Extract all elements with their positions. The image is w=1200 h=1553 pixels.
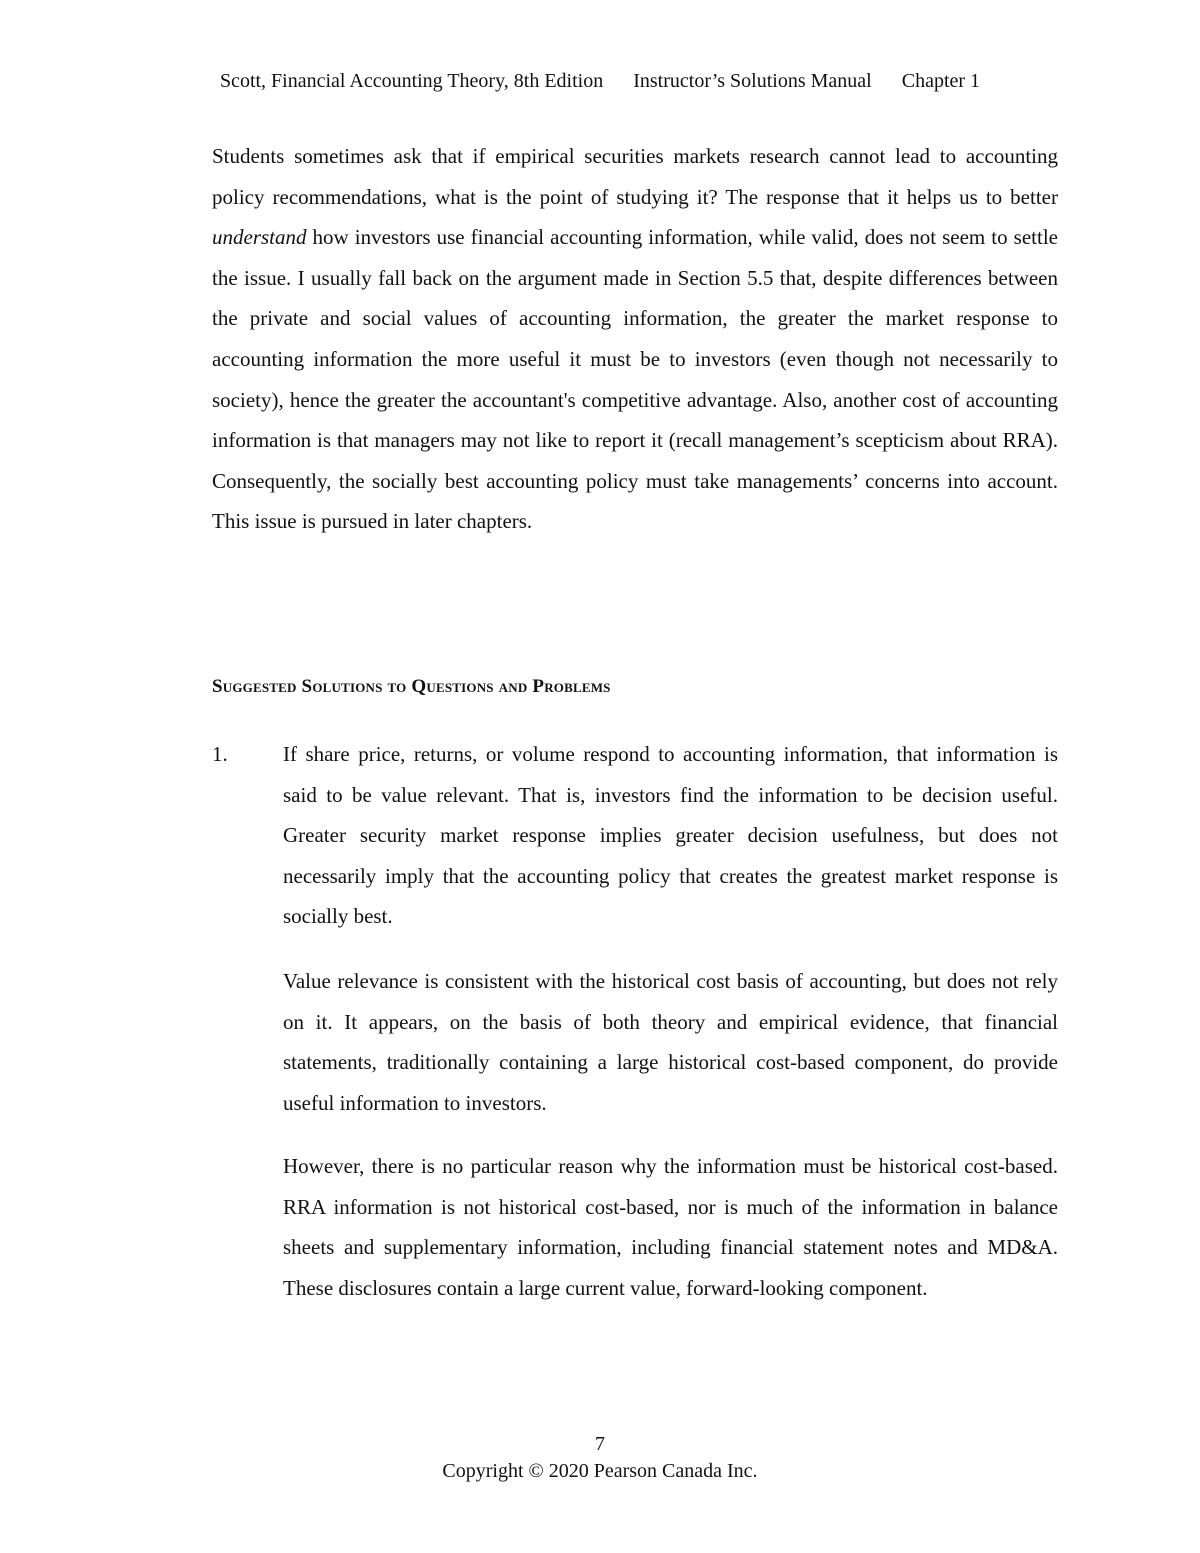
header-manual-title: Instructor’s Solutions Manual bbox=[633, 70, 872, 92]
answer-paragraph-2: Value relevance is consistent with the historical cost basis of accounting, but does not rely on it. It appears, on the basis of both theory and empirical evidence, that financial statements, traditionally containing a large historical cost-based component, do provide useful information to investors. bbox=[283, 969, 1058, 1115]
intro-paragraph bbox=[212, 136, 1058, 542]
intro-emphasis: understand bbox=[212, 225, 307, 250]
answer-paragraph-3: However, there is no particular reason why the information must be historical cost-based. RRA information is not historical cost-based, nor is much of the information in balance sheets and supplementary information, including financial statement notes and MD&A. These disclosures contain a large current value, forward-looking component. bbox=[283, 1154, 1058, 1300]
intro-text-start: Students sometimes ask that if empirical securities markets research cannot lead to accounting policy recommendations, what is the point of studying it? The response that it helps us to better bbox=[212, 144, 1058, 209]
header-book-title: Scott, Financial Accounting Theory, 8th Edition bbox=[219, 70, 604, 92]
header-chapter: Chapter 1 bbox=[901, 70, 981, 92]
section-heading: Suggested Solutions to Questions and Problems bbox=[212, 676, 611, 697]
intro-text-end: how investors use financial accounting information, while valid, does not seem to settle the issue. I usually fall back on the argument made in Section 5.5 that, despite differences between the private and social values of accounting information, the greater the market response to accounting information the more useful it must be to investors (even though not necessarily to society), hence the greater the accountant's competitive advantage. Also, another cost of accounting information is that managers may not like to report it (recall management’s scepticism about RRA). Consequently, the socially best accounting policy must take managements’ concerns into account. This issue is pursued in later chapters. bbox=[212, 225, 1058, 534]
question-number: 1. bbox=[212, 742, 228, 766]
running-header bbox=[0, 70, 1200, 93]
page-number: 7 bbox=[595, 1433, 605, 1455]
copyright-notice: Copyright © 2020 Pearson Canada Inc. bbox=[442, 1460, 758, 1482]
answer-paragraph-1: If share price, returns, or volume respond to accounting information, that information is said to be value relevant. That is, investors find the information to be decision useful. Greater security market response implies greater decision usefulness, but does not necessarily imply that the accounting policy that creates the greatest market response is socially best. bbox=[283, 742, 1058, 929]
